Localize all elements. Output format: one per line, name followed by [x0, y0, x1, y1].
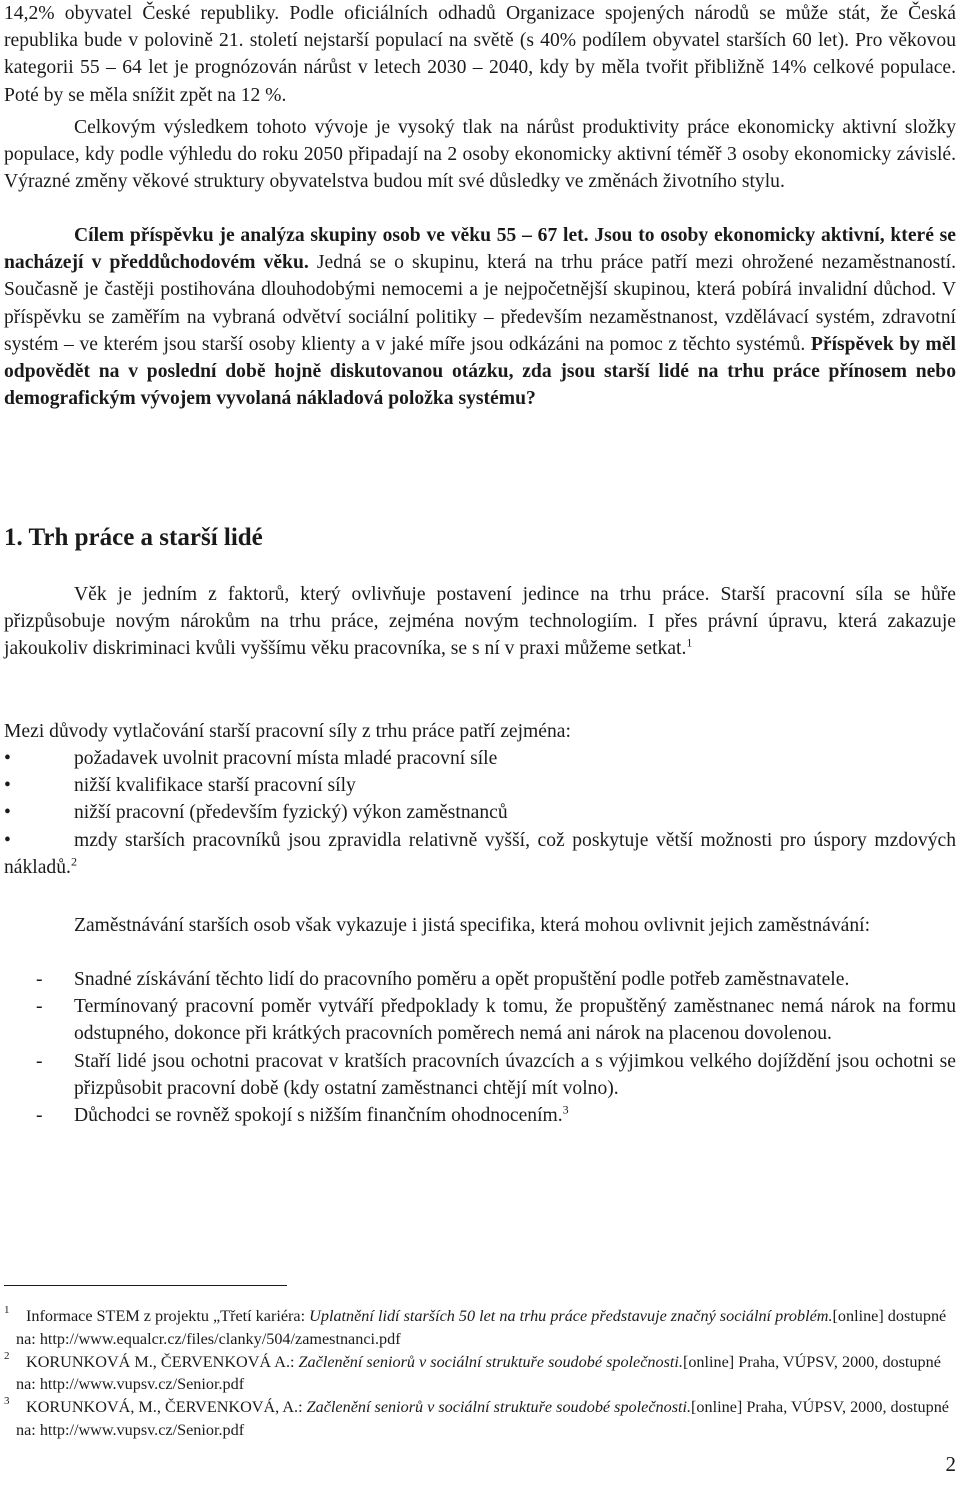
- list-item: [4, 1102, 956, 1129]
- footnote-text: Informace STEM z projektu „Třetí kariéra:: [26, 1307, 310, 1325]
- footnote: [4, 1396, 956, 1442]
- footnote-divider: [4, 1285, 287, 1286]
- reasons-intro: Mezi důvody vytlačování starší pracovní síly z trhu práce patří zejména:: [4, 721, 571, 742]
- specifics-list: [4, 966, 956, 1129]
- list-item: [4, 966, 956, 993]
- development-paragraph: [4, 114, 956, 196]
- bullet-icon: •: [4, 802, 11, 824]
- footnote-source: [online] dostupné na: http://www.equalcr.cz/files/clanky/504/zamestnanci.pdf: [16, 1307, 947, 1348]
- footnote-number: 2: [4, 1349, 10, 1362]
- development-text: Celkovým výsledkem tohoto vývoje je vysoký tlak na nárůst produktivity práce ekonomicky aktivní složky populace, kdy podle výhledu do roku 2050 připadají na 2 osoby ekonomicky aktivní téměř 3 osoby ekonomicky závislé. Výrazné změny věkové struktury obyvatelstva budou mít své důsledky ve změnách životního stylu.: [4, 117, 956, 193]
- footnotes: [4, 1305, 956, 1442]
- aim-paragraph: [4, 222, 956, 412]
- list-item-text: požadavek uvolnit pracovní místa mladé pracovní síle: [74, 748, 498, 769]
- footnote: [4, 1305, 956, 1351]
- list-item-text: Snadné získávání těchto lidí do pracovního poměru a opět propuštění podle potřeb zaměstnavatele.: [74, 969, 850, 990]
- footnote-text: KORUNKOVÁ M., ČERVENKOVÁ A.:: [26, 1352, 299, 1371]
- list-item-text: mzdy starších pracovníků jsou zpravidla relativně vyšší, což poskytuje větší možnosti pro úspory mzdových nákladů.: [4, 829, 956, 878]
- list-item: [4, 1048, 956, 1102]
- list-item: [4, 827, 956, 881]
- footnote: [4, 1351, 956, 1397]
- dash-icon: -: [36, 969, 43, 990]
- footnote-source: [online] Praha, VÚPSV, 2000, dostupné na: http://www.vupsv.cz/Senior.pdf: [16, 1352, 941, 1394]
- list-item-text: Staří lidé jsou ochotni pracovat v kratších pracovních úvazcích a s výjimkou velkého dojíždění jsou ochotni se přizpůsobit pracovní době (kdy ostatní zaměstnanci chtějí mít volno).: [74, 1050, 956, 1099]
- intro-text: 14,2% obyvatel České republiky. Podle oficiálních odhadů Organizace spojených národů se může stát, že Česká republika bude v polovině 21. století nejstarší populací na světě (s 40% podílem obyvatel starších 60 let). Pro věkovou kategorii 55 – 64 let je prognózován nárůst v letech 2030 – 2040, kdy by měla tvořit přibližně 14% celkové populace. Poté by se měla snížit zpět na 12 %.: [4, 3, 956, 106]
- list-item-text: Termínovaný pracovní poměr vytváří předpoklady k tomu, že propuštěný zaměstnanec nemá nárok na formu odstupného, dokonce při krátkých pracovních poměrech nemá ani nárok na placenou dovolenou.: [74, 996, 956, 1045]
- list-item: [4, 993, 956, 1047]
- list-item-text: Důchodci se rovněž spokojí s nižším finančním ohodnocením.: [74, 1105, 563, 1127]
- dash-icon: -: [36, 1105, 43, 1127]
- section-text: Věk je jedním z faktorů, který ovlivňuje postavení jedince na trhu práce. Starší pracovní síla se hůře přizpůsobuje novým nárokům na trhu práce, zejména novým technologiím. I přes právní úpravu, která zakazuje jakoukoliv diskriminaci kvůli vyššímu věku pracovníka, se s ní v praxi můžeme setkat.: [4, 584, 956, 660]
- footnote-number: 1: [4, 1304, 10, 1316]
- footnote-title: Začlenění seniorů v sociální struktuře soudobé společnosti.: [298, 1352, 683, 1371]
- specifics-intro: Zaměstnávání starších osob však vykazuje i jistá specifika, která mohou ovlivnit jejich zaměstnávání:: [74, 915, 871, 936]
- page-number: 2: [945, 1452, 956, 1476]
- section-paragraph: [4, 581, 956, 663]
- bullet-icon: •: [4, 775, 11, 797]
- list-item-text: nižší pracovní (především fyzický) výkon zaměstnanců: [74, 802, 508, 824]
- intro-paragraph: [4, 0, 956, 109]
- bullet-icon: •: [4, 829, 11, 851]
- footnote-number: 3: [4, 1395, 10, 1408]
- footnote-title: Uplatnění lidí starších 50 let na trhu práce představuje značný sociální problém.: [309, 1307, 833, 1325]
- footnote-title: Začlenění seniorů v sociální struktuře soudobé společnosti.: [306, 1398, 692, 1417]
- aim-normal-text: Jedná se o skupinu, která na trhu práce patří mezi ohrožené nezaměstnaností. Současně je častěji postihována dlouhodobými nemocemi a je nejpočetnější skupinou, která pobírá invalidní důchod. V příspěvku se zaměřím na vybraná odvětví sociální politiky – především nezaměstnanost, vzdělávací systém, zdravotní systém – ve kterém jsou starší osoby klienty a v jaké míře jsou odkázáni na pomoc z těchto systémů.: [4, 252, 956, 355]
- reasons-list: [4, 745, 956, 881]
- footnote-source: [online] Praha, VÚPSV, 2000, dostupné na: http://www.vupsv.cz/Senior.pdf: [16, 1398, 949, 1439]
- footnote-ref-1: 1: [686, 635, 693, 650]
- list-item: [4, 772, 956, 799]
- list-item: [4, 745, 956, 772]
- dash-icon: -: [36, 996, 43, 1018]
- bullet-icon: •: [4, 748, 11, 769]
- dash-icon: -: [36, 1050, 43, 1072]
- list-item: [4, 799, 956, 826]
- aim-bold-text: Cílem příspěvku je analýza skupiny osob ve věku 55 – 67 let. Jsou to osoby ekonomicky aktivní, které se nacházejí v předdůchodovém věku.: [4, 225, 956, 274]
- footnote-ref-3: 3: [562, 1102, 569, 1117]
- footnote-ref-2: 2: [70, 854, 77, 869]
- list-item-text: nižší kvalifikace starší pracovní síly: [74, 775, 356, 797]
- aim-question-text: Příspěvek by měl odpovědět na v poslední době hojně diskutovanou otázku, zda jsou starší lidé na trhu práce přínosem nebo demografickým vývojem vyvolaná nákladová položka systému?: [4, 333, 957, 410]
- section-heading: 1. Trh práce a starší lidé: [4, 524, 263, 551]
- footnote-text: KORUNKOVÁ, M., ČERVENKOVÁ, A.:: [26, 1398, 307, 1417]
- document-page: [4, 0, 956, 1486]
